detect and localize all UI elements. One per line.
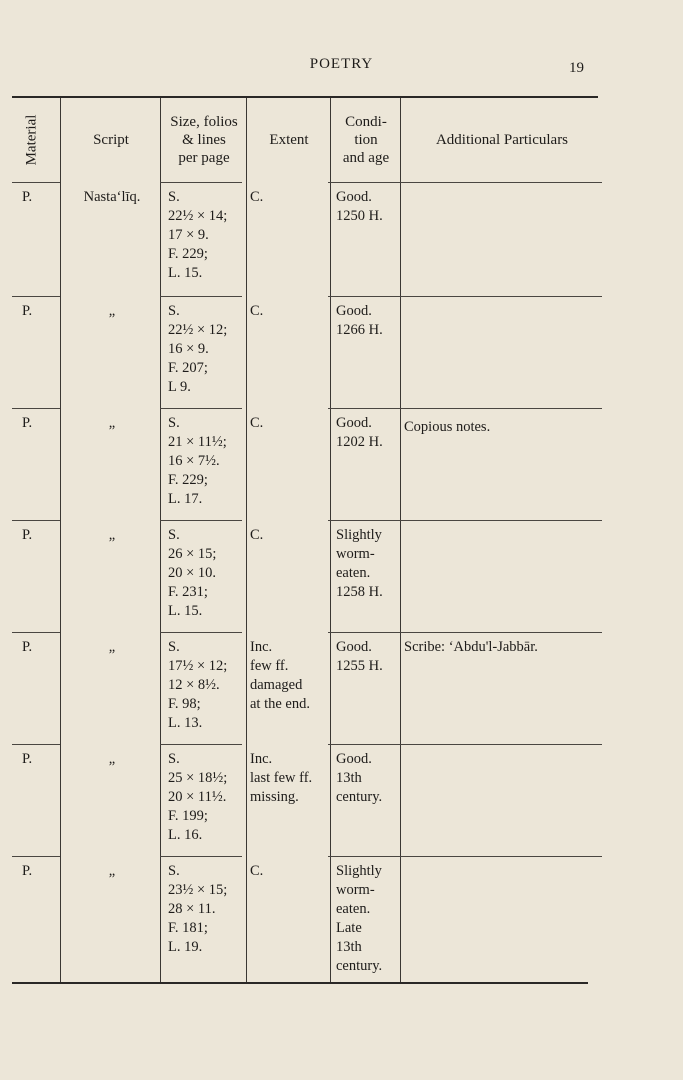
column-header-additional: Additional Particulars [435,132,569,148]
extent-cell: C. [250,189,264,205]
extent-cell: C. [250,303,264,319]
script-cell: Nasta‘līq. [83,189,141,205]
condition-cell: Good. 1202 H. [336,415,383,450]
script-cell: „ [108,527,116,543]
table-row [12,520,602,632]
material-cell: P. [22,751,33,767]
column-header-extent: Extent [269,132,309,148]
material-cell: P. [22,863,33,879]
page-number: 19 [569,60,584,76]
table-row [12,744,602,856]
size-cell: S. 25 × 18½; 20 × 11½. F. 199; L. 16. [168,751,228,843]
table-row [12,408,602,520]
additional-cell: Copious notes. [404,419,491,435]
extent-cell: Inc. few ff. damaged at the end. [250,639,310,712]
size-cell: S. 23½ × 15; 28 × 11. F. 181; L. 19. [168,863,228,955]
bottom-rule [12,982,588,984]
script-cell: „ [108,751,116,767]
size-cell: S. 26 × 15; 20 × 10. F. 231; L. 15. [168,527,217,619]
table-row [12,856,602,980]
extent-cell: Inc. last few ff. missing. [250,751,313,805]
size-cell: S. 22½ × 14; 17 × 9. F. 229; L. 15. [168,189,228,281]
size-cell: S. 22½ × 12; 16 × 9. F. 207; L 9. [168,303,228,395]
condition-cell: Good. 1250 H. [336,189,383,224]
script-cell: „ [108,415,116,431]
size-cell: S. 17½ × 12; 12 × 8½. F. 98; L. 13. [168,639,228,731]
material-cell: P. [22,189,33,205]
extent-cell: C. [250,527,264,543]
material-cell: P. [22,415,33,431]
table-row [12,182,602,294]
material-cell: P. [22,527,33,543]
material-header-label: Material [23,114,40,166]
extent-cell: C. [250,415,264,431]
column-header-condition: Condi- tion and age [342,114,390,166]
size-cell: S. 21 × 11½; 16 × 7½. F. 229; L. 17. [168,415,227,507]
material-cell: P. [22,303,33,319]
additional-cell: Scribe: ‘Abdu'l-Jabbār. [404,639,538,655]
table-row [12,632,602,744]
script-cell: „ [108,863,116,879]
condition-cell: Good. 1255 H. [336,639,383,674]
extent-cell: C. [250,863,264,879]
column-header-script: Script [93,132,129,148]
running-head: POETRY [309,56,374,72]
script-cell: „ [108,303,116,319]
condition-cell: Good. 13th century. [336,751,383,805]
condition-cell: Good. 1266 H. [336,303,383,338]
column-header-material [6,98,58,182]
condition-cell: Slightly worm- eaten. 1258 H. [336,527,383,600]
condition-cell: Slightly worm- eaten. Late 13th century. [336,863,383,974]
script-cell: „ [108,639,116,655]
material-cell: P. [22,639,33,655]
table-row [12,296,602,408]
column-header-size: Size, folios & lines per page [170,114,238,166]
